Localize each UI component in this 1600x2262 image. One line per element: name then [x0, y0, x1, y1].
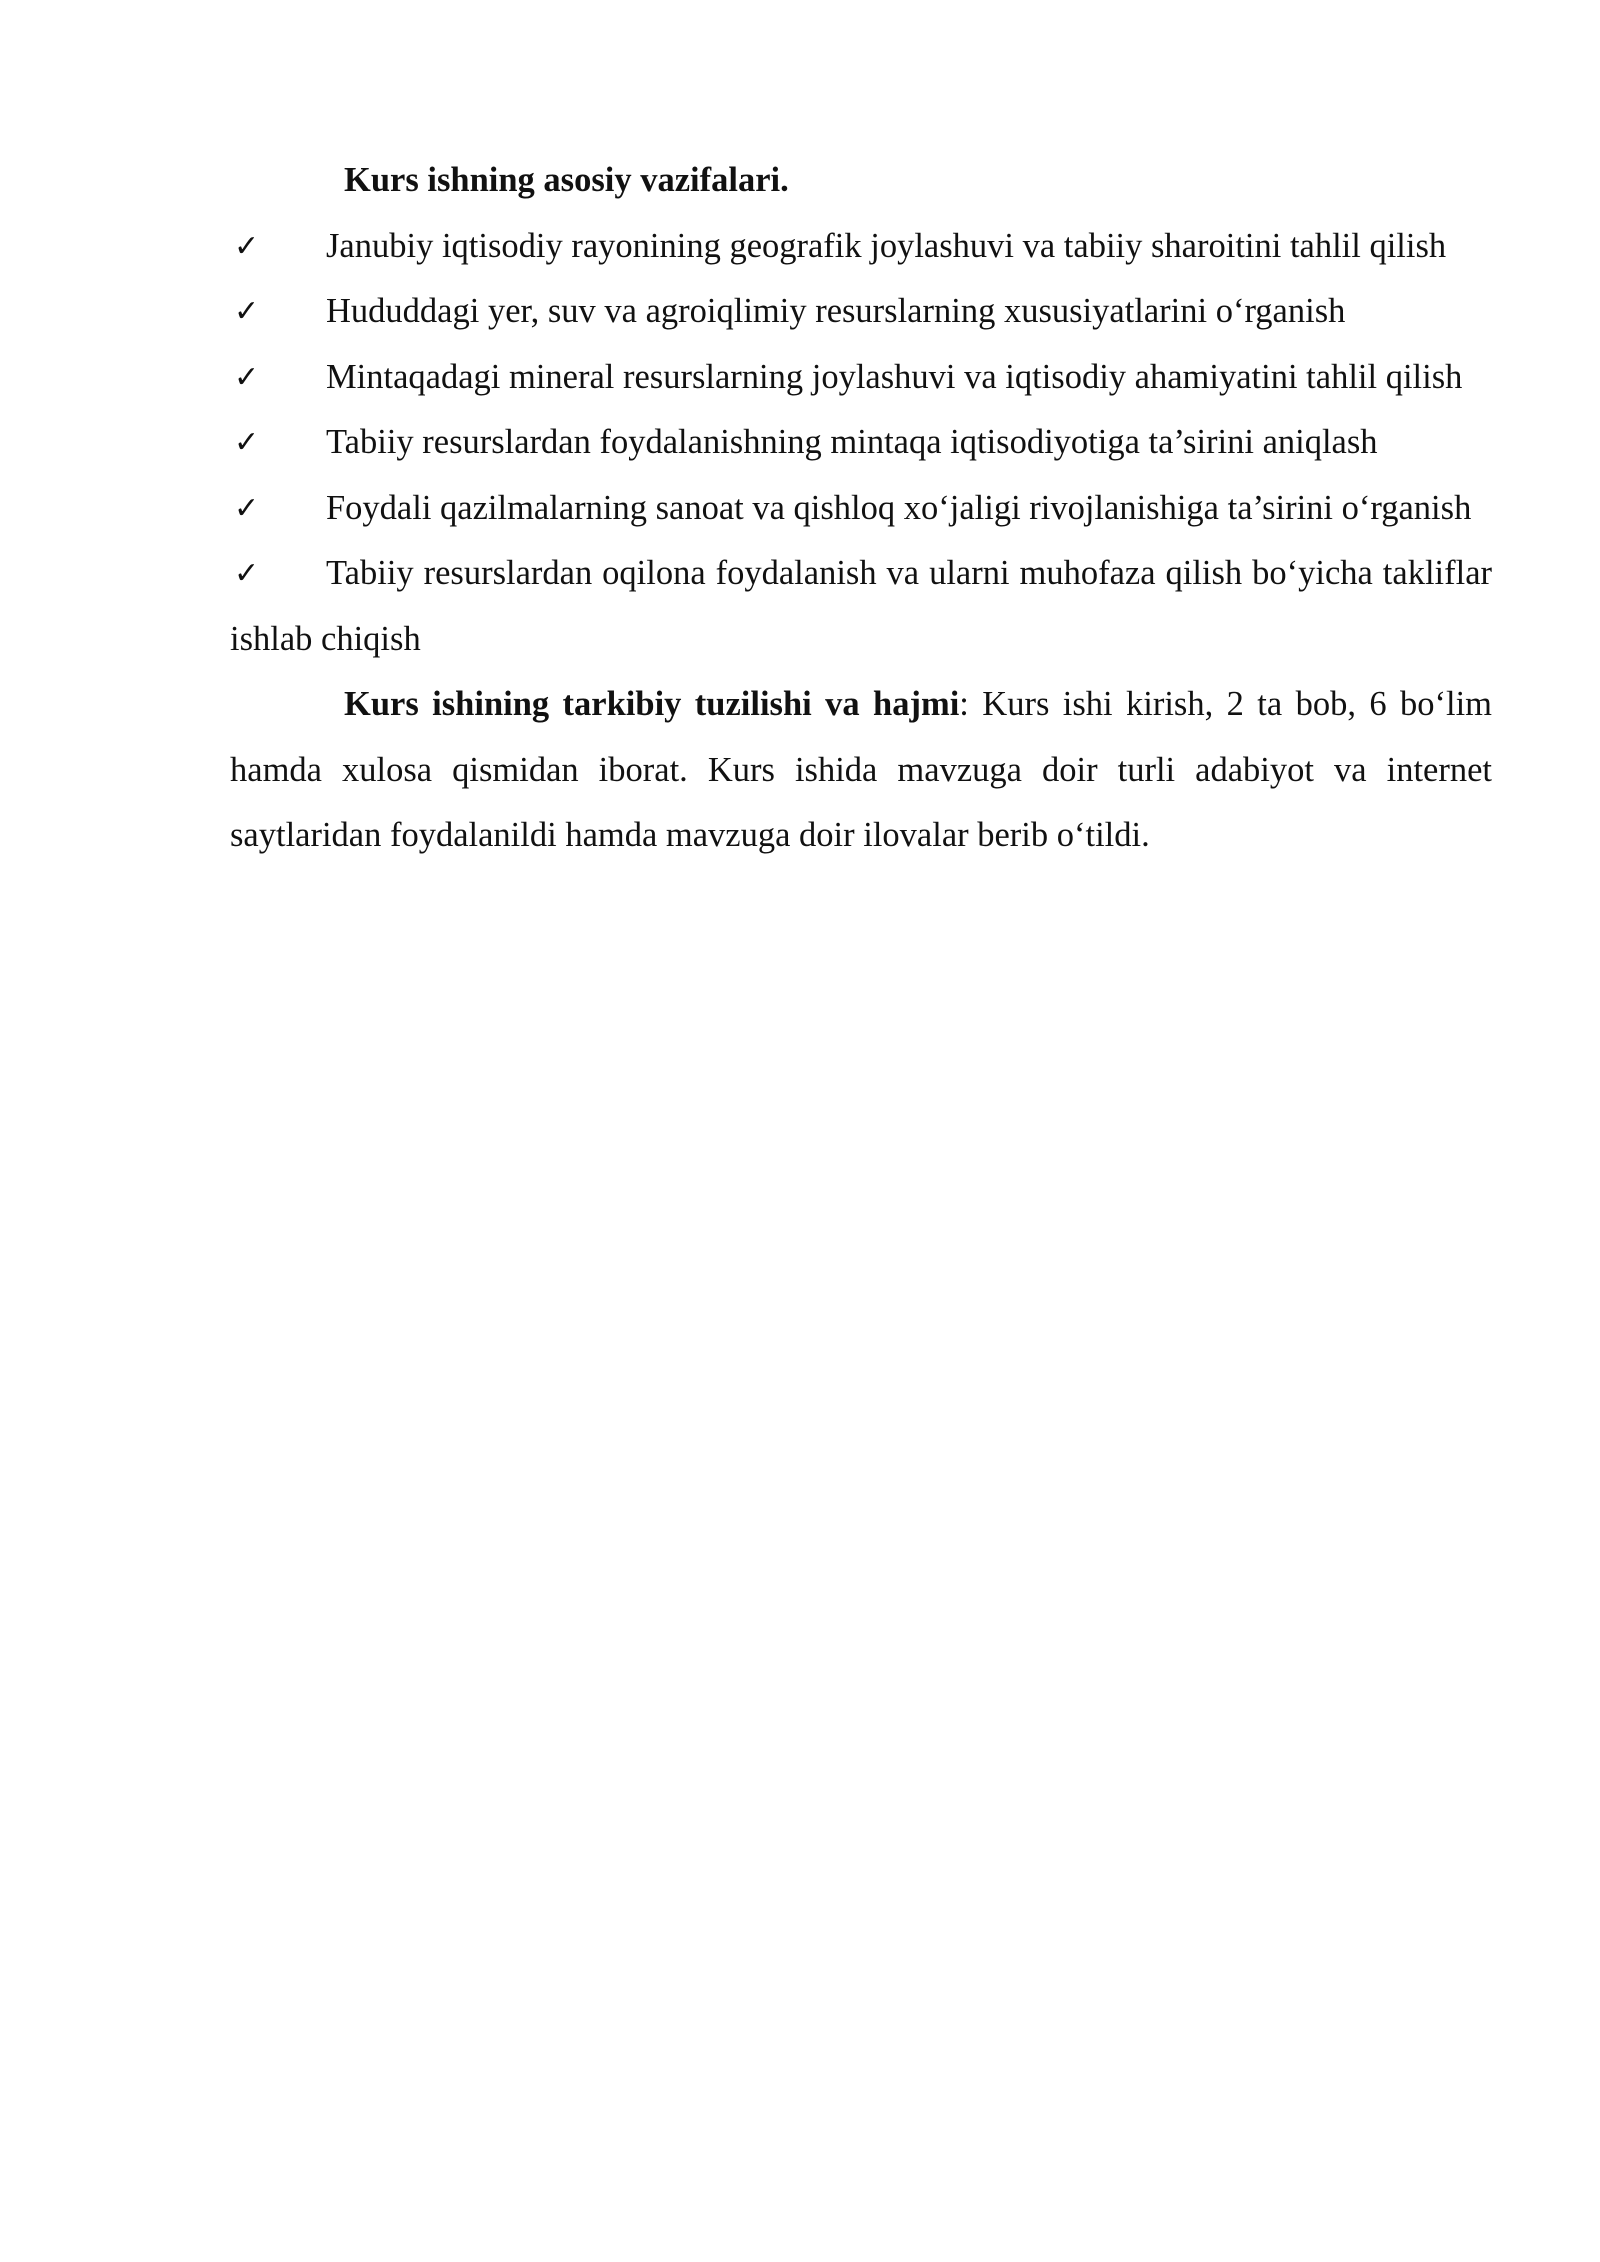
task-text: Mintaqadagi mineral resurslarning joylashuvi va iqtisodiy ahamiyatini tahlil qilish: [326, 357, 1463, 396]
list-item: [230, 345, 1492, 411]
structure-text: Kurs ishi kirish, 2 ta bob, 6 bo‘lim hamda xulosa qismidan iborat. Kurs ishida mavzuga doir turli adabiyot va internet saytlaridan foydalanildi hamda mavzuga doir ilovalar berib o‘tildi.: [230, 685, 1492, 854]
check-mark-icon: ✓: [234, 294, 260, 329]
check-mark-icon: ✓: [234, 556, 260, 591]
structure-separator: :: [959, 685, 969, 723]
task-text: Tabiiy resurslardan foydalanishning mintaqa iqtisodiyotiga ta’sirini aniqlash: [326, 423, 1378, 461]
check-mark-icon: ✓: [234, 490, 260, 526]
task-text: Foydali qazilmalarning sanoat va qishloq xo‘jaligi rivojlanishiga ta’sirini o‘rganish: [326, 488, 1472, 527]
structure-label: Kurs ishining tarkibiy tuzilishi va hajmi: [344, 685, 960, 723]
task-text: Janubiy iqtisodiy rayonining geografik joylashuvi va tabiiy sharoitini tahlil qilish: [326, 226, 1447, 265]
list-item: [230, 476, 1492, 542]
check-mark-icon: ✓: [234, 359, 260, 395]
list-item: [230, 214, 1492, 280]
task-text: Hududdagi yer, suv va agroiqlimiy resurslarning xususiyatlarini o‘rganish: [326, 292, 1346, 330]
structure-paragraph: [230, 672, 1492, 869]
list-item: [230, 410, 1492, 476]
list-item: [230, 541, 1492, 672]
check-mark-icon: ✓: [234, 228, 260, 264]
section-heading: Kurs ishning asosiy vazifalari.: [344, 161, 789, 199]
document-body: [230, 148, 1492, 869]
task-list: [230, 214, 1492, 673]
task-text: Tabiiy resurslardan oqilona foydalanish va ularni muhofaza qilish bo‘yicha takliflar ishlab chiqish: [230, 554, 1492, 658]
list-item: [230, 279, 1492, 345]
check-mark-icon: ✓: [234, 425, 260, 460]
